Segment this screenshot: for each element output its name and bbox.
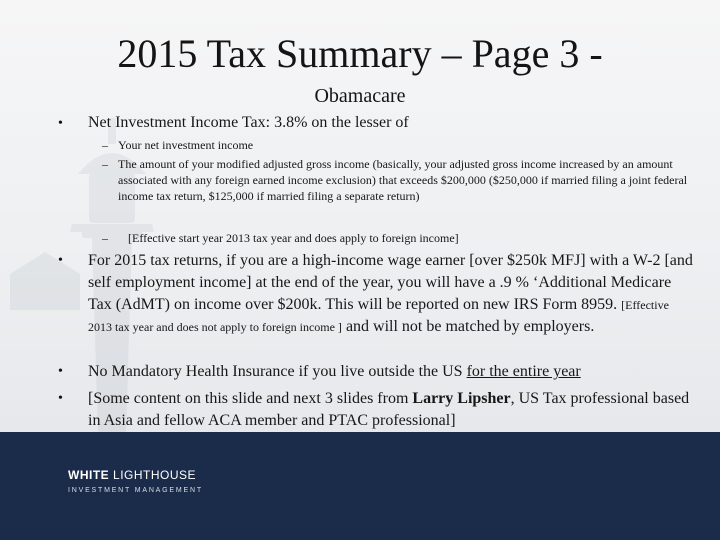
company-logo <box>68 468 196 482</box>
dash-marker: – <box>102 231 108 245</box>
niit-heading-text: Net Investment Income Tax: 3.8% on the lesser of <box>88 114 409 131</box>
bullet-marker: • <box>58 116 63 131</box>
niit-subitem-text: The amount of your modified adjusted gross income (basically, your adjusted gross income increased by an amount associated with any foreign earned income exclusion) that exceeds $200,000 ($250,000 if married filing a joint federal income tax return, $125,000 if married filing a separate return) <box>118 157 688 203</box>
page-title: 2015 Tax Summary – Page 3 - <box>117 31 603 76</box>
niit-subitem-text: [Effective start year 2013 tax year and does apply to foreign income] <box>128 231 459 245</box>
niit-subitem <box>118 156 692 204</box>
bullet-marker: • <box>58 364 63 379</box>
bullet-marker: • <box>58 253 63 268</box>
niit-subitem <box>118 137 692 153</box>
brand-tagline: INVESTMENT MANAGEMENT <box>68 487 203 494</box>
niit-subitem-text: Your net investment income <box>118 138 254 152</box>
medicare-text-end: and will not be matched by employers. <box>345 318 595 335</box>
bullet-marker: • <box>58 391 63 406</box>
page-subtitle: Obamacare <box>314 85 406 107</box>
brand-primary: WHITE <box>68 468 110 482</box>
medicare-note: [Effective 2013 tax year and does not apply to foreign income ] <box>88 298 669 334</box>
health-insurance-text: No Mandatory Health Insurance if you live outside the US <box>88 363 463 380</box>
credit-name: Larry Lipsher <box>412 390 511 407</box>
dash-marker: – <box>102 138 108 152</box>
health-insurance-underlined: for the entire year <box>466 363 581 380</box>
credit-paragraph <box>88 388 694 432</box>
niit-subitem <box>128 230 692 246</box>
health-insurance-line <box>88 361 694 383</box>
dash-marker: – <box>102 157 108 171</box>
brand-secondary: LIGHTHOUSE <box>113 468 197 482</box>
credit-suffix: , US Tax professional based in Asia and fellow ACA member and PTAC professional] <box>88 390 690 429</box>
niit-heading <box>88 112 694 134</box>
credit-prefix: [Some content on this slide and next 3 slides from <box>88 390 409 407</box>
medicare-paragraph <box>88 250 694 338</box>
medicare-text-main: For 2015 tax returns, if you are a high-income wage earner [over $250k MFJ] with a W-2 [and self employment income] at the end of the year, you will have a .9 % ‘Additional Medicare Tax (AdMT) on income over $200k. This will be reported on new IRS Form 8959. <box>88 252 693 313</box>
